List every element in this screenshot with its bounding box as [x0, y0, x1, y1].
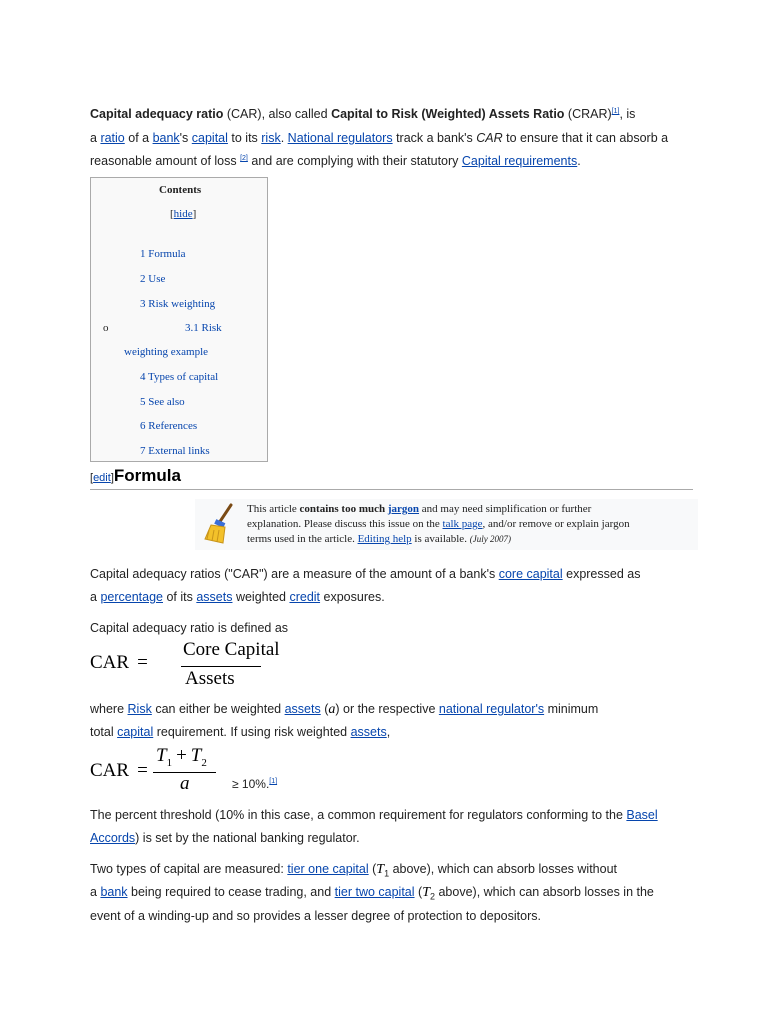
para-text: ) or the respective	[335, 702, 439, 716]
link-capital[interactable]: capital	[191, 131, 228, 145]
intro-line-3	[90, 154, 581, 168]
toc-item-references[interactable]: 6 References	[140, 420, 198, 432]
link-risk-2[interactable]: Risk	[127, 702, 152, 716]
subscript: 1	[384, 868, 390, 879]
notice-line-3	[247, 533, 511, 545]
formula-1-lhs	[90, 652, 148, 674]
para-text: a	[90, 885, 101, 899]
plus-sign: +	[176, 745, 187, 766]
var-t: T	[422, 885, 430, 900]
toc-item-types-of-capital[interactable]: 4 Types of capital	[140, 371, 219, 383]
para-text: being required to cease trading, and	[127, 885, 335, 899]
intro-text: and are complying with their statutory	[247, 154, 462, 168]
toc-item-use[interactable]: 2 Use	[140, 273, 166, 285]
edit-link[interactable]: edit	[93, 472, 111, 484]
intro-text: (CRAR)	[564, 107, 612, 121]
link-tier-one-capital[interactable]: tier one capital	[287, 862, 369, 876]
intro-text: .	[280, 131, 288, 145]
para-text: of its	[163, 590, 197, 604]
link-bank-2[interactable]: bank	[100, 885, 128, 899]
para-text: total	[90, 725, 118, 739]
notice-text: This article	[247, 503, 300, 515]
intro-text: reasonable amount of loss	[90, 154, 241, 168]
link-assets-3[interactable]: assets	[350, 725, 387, 739]
toc-item-formula[interactable]: 1 Formula	[140, 248, 186, 260]
var-a: a	[328, 702, 336, 717]
notice-line-2	[247, 518, 630, 530]
para4-line-1	[90, 808, 658, 822]
edit-bracket: ]	[110, 472, 114, 484]
link-editing-help[interactable]: Editing help	[357, 533, 412, 545]
heading-divider	[90, 489, 693, 490]
intro-text: track a bank's	[392, 131, 477, 145]
para-text: weighted	[232, 590, 290, 604]
link-ratio[interactable]: ratio	[100, 131, 125, 145]
car-italic: CAR	[476, 131, 503, 145]
para-text: ,	[386, 725, 391, 739]
broom-icon	[203, 503, 239, 547]
formula-2-numerator	[156, 745, 207, 769]
para-text: above), which can absorb losses without	[389, 862, 617, 876]
toc-item-risk-weighting-example[interactable]: 3.1 Risk	[185, 322, 222, 334]
para-text: above), which can absorb losses in the	[435, 885, 654, 899]
ref-2-link[interactable]: [2]	[240, 154, 248, 162]
subscript: 2	[429, 891, 435, 902]
formula-2-lhs	[90, 760, 148, 782]
var-t: T	[376, 862, 385, 877]
link-accords[interactable]: Accords	[90, 831, 136, 845]
link-national-regulators[interactable]: National regulators	[287, 131, 393, 145]
link-percentage[interactable]: percentage	[100, 590, 163, 604]
intro-line-1	[90, 107, 635, 121]
toc-item-see-also[interactable]: 5 See also	[140, 396, 185, 408]
var-t: T	[190, 745, 202, 766]
para-text: minimum	[544, 702, 599, 716]
link-assets-2[interactable]: assets	[284, 702, 321, 716]
notice-text: , and/or remove or explain jargon	[482, 518, 630, 530]
para-text: expressed as	[562, 567, 641, 581]
subscript: 1	[166, 756, 173, 769]
para-text: (	[368, 862, 377, 876]
var-t: T	[156, 745, 167, 766]
toc-title: Contents	[159, 184, 202, 196]
jargon-notice	[195, 499, 698, 550]
formula-car: CAR	[90, 652, 130, 673]
toc-item-risk-weighting-example-cont[interactable]: weighting example	[124, 346, 209, 358]
para4-line-2	[90, 831, 360, 845]
para-text: The percent threshold (10% in this case, a common requirement for regulators conforming to the	[90, 808, 627, 822]
formula-1-numerator: Core Capital	[183, 639, 280, 660]
para5-line-3: event of a winding-up and so provides a lesser degree of protection to depositors.	[90, 909, 541, 923]
link-national-regulator[interactable]: national regulator's	[438, 702, 545, 716]
notice-text: and may need simplification or further	[419, 503, 592, 515]
toc-hide-bracket: ]	[192, 208, 197, 220]
formula-1-denominator: Assets	[185, 668, 235, 689]
link-jargon[interactable]: jargon	[387, 503, 420, 515]
para1-line-2	[90, 590, 385, 604]
formula-equals: =	[137, 652, 148, 673]
link-capital-2[interactable]: capital	[117, 725, 154, 739]
link-risk[interactable]: risk	[261, 131, 281, 145]
para3-line-2	[90, 725, 390, 739]
notice-date: (July 2007)	[469, 534, 511, 544]
intro-text: .	[577, 154, 581, 168]
intro-text: of a	[124, 131, 153, 145]
toc-hide	[170, 208, 196, 220]
para3-line-1	[90, 702, 598, 718]
ref-1-link[interactable]: [1]	[611, 107, 620, 115]
para-text: requirement. If using risk weighted	[153, 725, 351, 739]
edit-bracket: [	[90, 472, 94, 484]
formula-car: CAR	[90, 760, 130, 781]
para5-line-1	[90, 862, 617, 879]
intro-text: a	[90, 131, 101, 145]
link-basel[interactable]: Basel	[626, 808, 658, 822]
intro-text: 's	[179, 131, 192, 145]
toc-item-external-links[interactable]: 7 External links	[140, 445, 210, 457]
para-text: exposures.	[320, 590, 385, 604]
link-tier-two-capital[interactable]: tier two capital	[334, 885, 415, 899]
para-text: where	[90, 702, 128, 716]
term-car: Capital adequacy ratio	[90, 107, 224, 121]
toc-bullet: o	[103, 322, 109, 334]
para5-line-2	[90, 885, 654, 902]
notice-text: terms used in the article.	[247, 533, 358, 545]
para-text: Capital adequacy ratios ("CAR") are a measure of the amount of a bank's	[90, 567, 499, 581]
formula-2-tail	[232, 777, 277, 791]
heading-title: Formula	[113, 466, 181, 485]
intro-text: , is	[619, 107, 636, 121]
notice-bold: contains too much	[299, 503, 388, 515]
intro-text: to ensure that it can absorb a	[502, 131, 669, 145]
para-text: Two types of capital are measured:	[90, 862, 288, 876]
intro-line-2	[90, 131, 668, 145]
formula-1-fraction-bar	[181, 666, 261, 667]
toc-hide-bracket: [	[170, 208, 174, 220]
link-bank[interactable]: bank	[152, 131, 180, 145]
term-crar: Capital to Risk (Weighted) Assets Ratio	[331, 107, 565, 121]
threshold-text: ≥ 10%.	[232, 777, 270, 791]
para1-line-1	[90, 567, 640, 581]
para-text: a	[90, 590, 101, 604]
notice-line-1	[247, 503, 591, 515]
para-text: (	[320, 702, 329, 716]
para-text: ) is set by the national banking regulator.	[135, 831, 360, 845]
notice-text: is available.	[411, 533, 470, 545]
formula-2-denominator: a	[180, 773, 190, 794]
ref-1-link-2[interactable]: [1]	[269, 778, 278, 785]
section-heading-formula	[90, 466, 181, 486]
para2-line: Capital adequacy ratio is defined as	[90, 621, 289, 635]
para-text: (	[414, 885, 423, 899]
link-assets[interactable]: assets	[196, 590, 233, 604]
formula-equals: =	[137, 760, 148, 781]
link-capital-requirements[interactable]: Capital requirements	[461, 154, 578, 168]
subscript: 2	[201, 756, 207, 769]
intro-text: (CAR), also called	[223, 107, 332, 121]
toc-hide-link[interactable]: hide	[173, 208, 193, 220]
toc-item-risk-weighting[interactable]: 3 Risk weighting	[140, 298, 216, 310]
notice-text: explanation. Please discuss this issue on the	[247, 518, 443, 530]
link-credit[interactable]: credit	[289, 590, 321, 604]
para-text: can either be weighted	[151, 702, 285, 716]
link-talk-page[interactable]: talk page	[442, 518, 483, 530]
link-core-capital[interactable]: core capital	[498, 567, 563, 581]
intro-text: to its	[227, 131, 262, 145]
table-of-contents	[90, 177, 268, 462]
